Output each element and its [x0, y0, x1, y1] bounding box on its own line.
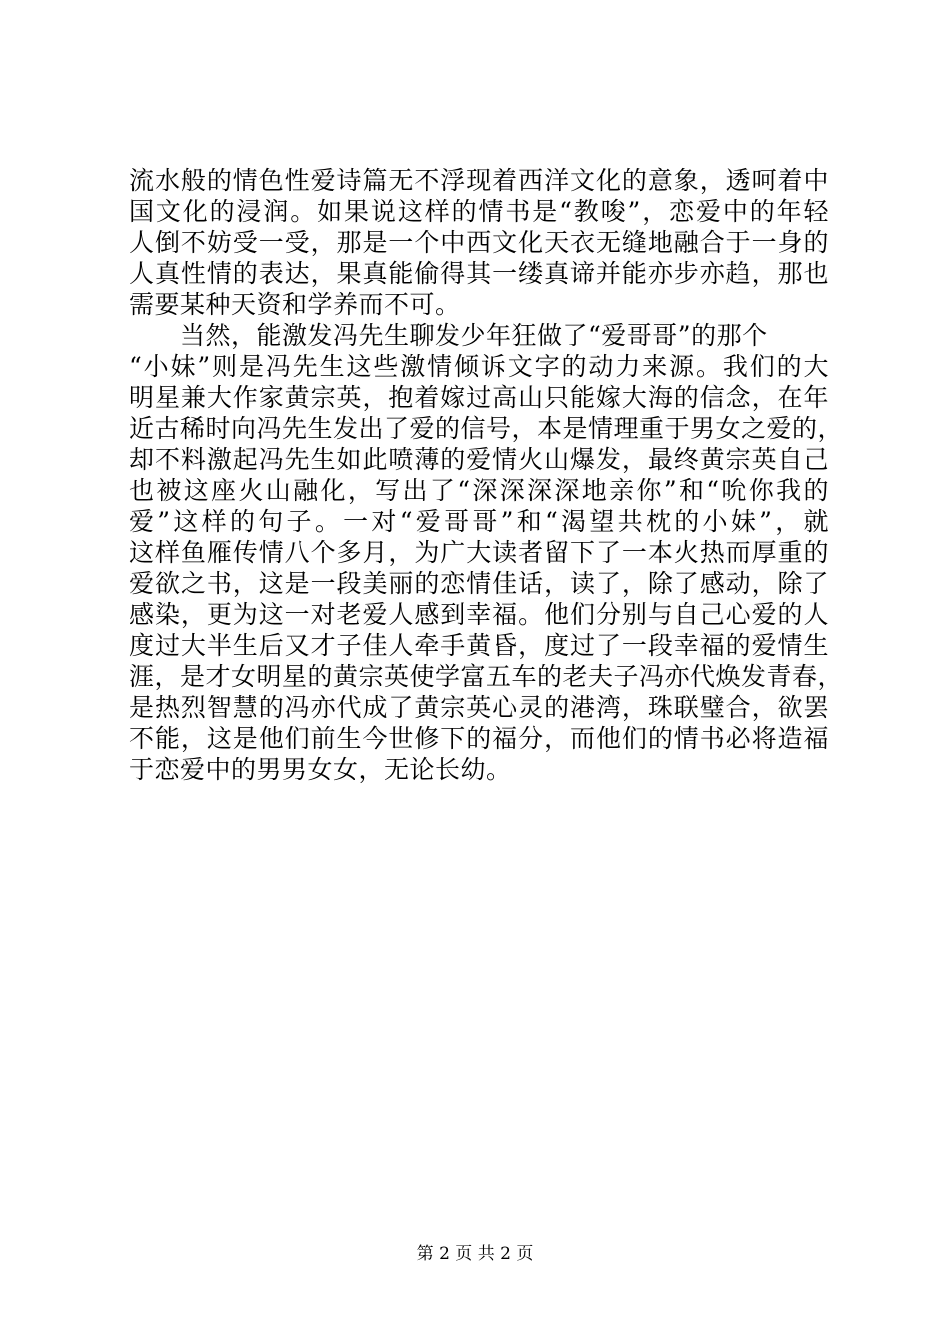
- text-line: 需要某种天资和学养而不可。: [129, 290, 461, 319]
- text-line: 不能，这是他们前生今世修下的福分，而他们的情书必将造福: [129, 724, 829, 753]
- text-line: “小妹”则是冯先生这些激情倾诉文字的动力来源。我们的大: [129, 352, 829, 381]
- text-line: 明星兼大作家黄宗英，抱着嫁过高山只能嫁大海的信念，在年: [129, 383, 829, 412]
- text-line: 爱”这样的句子。一对“爱哥哥”和“渴望共枕的小妹”，就: [129, 507, 829, 536]
- text-line: 近古稀时向冯先生发出了爱的信号，本是情理重于男女之爱的，: [129, 414, 844, 443]
- text-line: 人真性情的表达，果真能偷得其一缕真谛并能亦步亦趋，那也: [129, 259, 829, 288]
- text-line: 爱欲之书，这是一段美丽的恋情佳话，读了，除了感动，除了: [129, 569, 829, 598]
- text-line: 这样鱼雁传情八个多月，为广大读者留下了一本火热而厚重的: [129, 538, 829, 567]
- text-line: 流水般的情色性爱诗篇无不浮现着西洋文化的意象，透呵着中: [129, 166, 829, 195]
- text-line: 于恋爱中的男男女女，无论长幼。: [129, 755, 512, 784]
- text-line: 涯，是才女明星的黄宗英使学富五车的老夫子冯亦代焕发青春，: [129, 662, 844, 691]
- text-line: 却不料激起冯先生如此喷薄的爱情火山爆发，最终黄宗英自己: [129, 445, 829, 474]
- page-footer: [0, 1244, 950, 1264]
- page-number-label: 第 2 页 共 2 页: [416, 1244, 534, 1264]
- text-line: 人倒不妨受一受，那是一个中西文化天衣无缝地融合于一身的: [129, 228, 829, 257]
- text-line: 感染，更为这一对老爱人感到幸福。他们分别与自己心爱的人: [129, 600, 829, 629]
- body-text: [129, 165, 844, 785]
- text-line: 当然，能激发冯先生聊发少年狂做了“爱哥哥”的那个: [129, 321, 768, 350]
- text-line: 度过大半生后又才子佳人牵手黄昏，度过了一段幸福的爱情生: [129, 631, 829, 660]
- text-line: 国文化的浸润。如果说这样的情书是“教唆”，恋爱中的年轻: [129, 197, 829, 226]
- text-line: 是热烈智慧的冯亦代成了黄宗英心灵的港湾，珠联璧合，欲罢: [129, 693, 829, 722]
- text-line: 也被这座火山融化，写出了“深深深深地亲你”和“吮你我的: [129, 476, 829, 505]
